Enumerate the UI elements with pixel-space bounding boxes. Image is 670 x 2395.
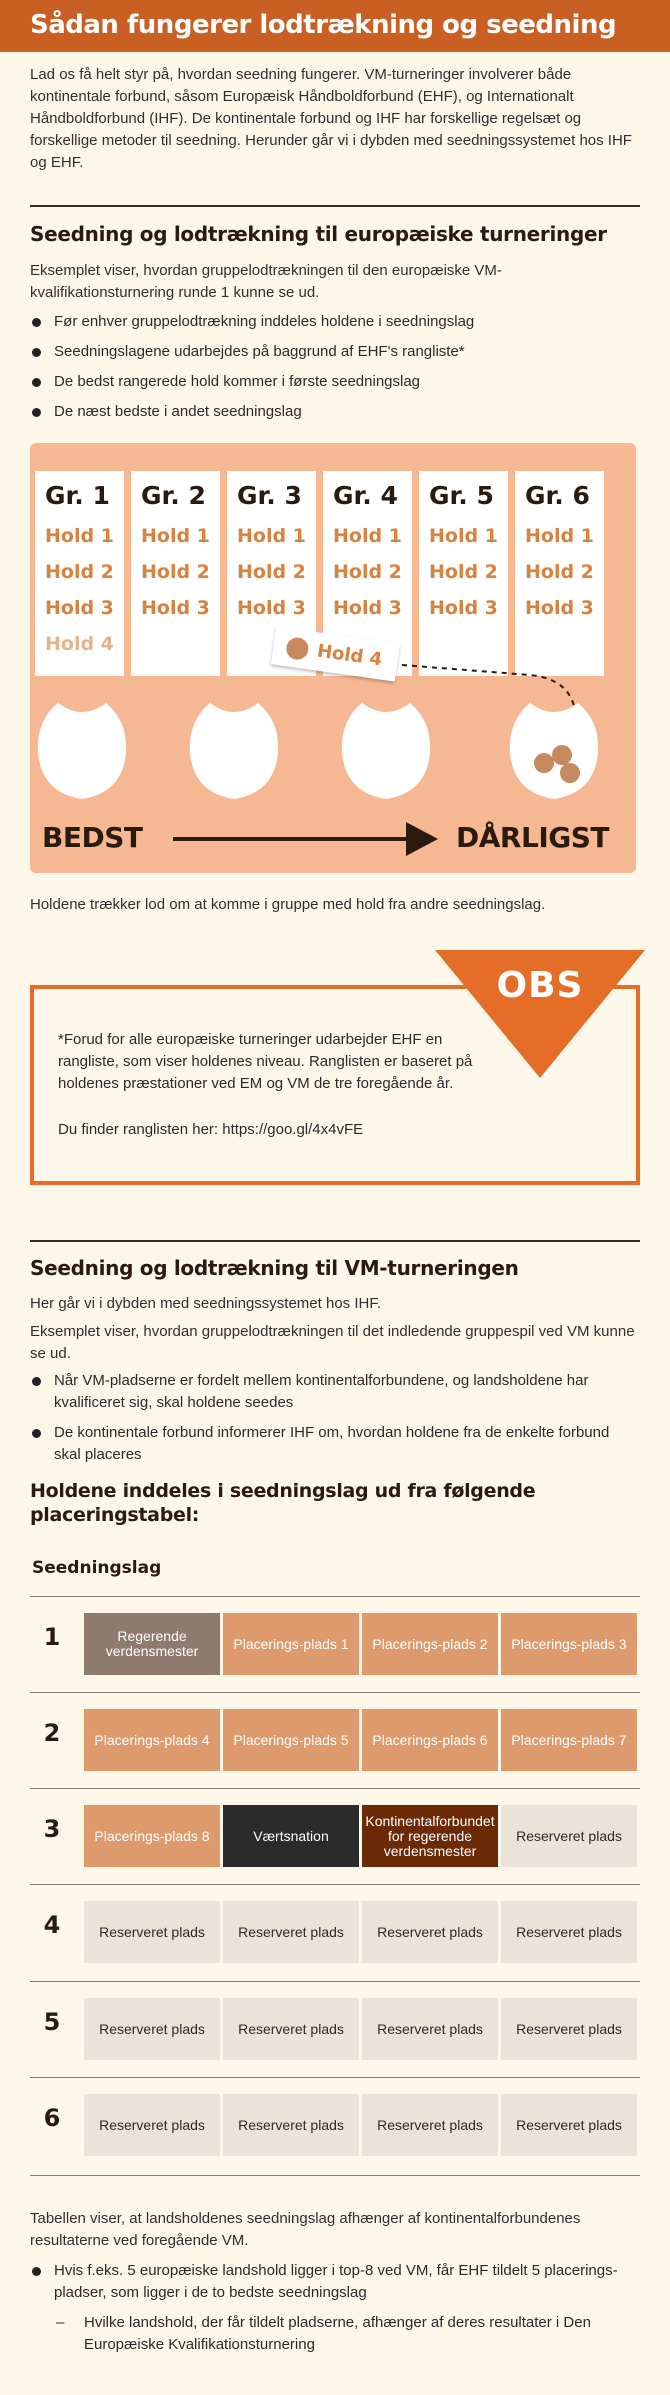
team-label: Hold 2 <box>141 561 210 583</box>
section2-p2: Eksemplet viser, hvordan gruppelodtrækningen til det indledende gruppespil ved VM kunne se ud. <box>30 1323 635 1362</box>
arrow-right-icon <box>406 822 438 856</box>
team-label: Hold 3 <box>429 597 498 619</box>
team-label: Hold 3 <box>45 597 114 619</box>
team-label: Hold 2 <box>237 561 306 583</box>
table-cell: Reserveret plads <box>223 2094 359 2156</box>
team-label: Hold 1 <box>525 525 594 547</box>
table-cell: Værtsnation <box>223 1805 359 1867</box>
row-divider <box>30 1788 640 1789</box>
team-label: Hold 2 <box>333 561 402 583</box>
group-title: Gr. 2 <box>141 481 206 510</box>
table-row <box>30 1613 640 1675</box>
table-cell: Placerings-plads 5 <box>223 1709 359 1771</box>
ball-icon <box>285 636 310 661</box>
row-number: 1 <box>43 1623 61 1651</box>
bowl-icon <box>188 701 280 801</box>
scale-best-label: BEDST <box>42 821 143 854</box>
table-cell: Reserveret plads <box>501 1901 637 1963</box>
team-label: Hold 3 <box>333 597 402 619</box>
table-cell: Placerings-plads 1 <box>223 1613 359 1675</box>
diagram-caption: Holdene trækker lod om at komme i gruppe med hold fra andre seedningslag. <box>30 896 546 913</box>
table-cell: Reserveret plads <box>501 1998 637 2060</box>
row-divider <box>30 2077 640 2078</box>
scale-worst-label: DÅRLIGST <box>456 821 609 854</box>
table-cell: Reserveret plads <box>501 2094 637 2156</box>
header-banner <box>0 0 670 52</box>
row-divider <box>30 2175 640 2176</box>
table-row <box>30 1901 640 1963</box>
row-number: 4 <box>43 1911 61 1939</box>
list-item: Når VM-pladserne er fordelt mellem kontinentalforbundene, og landsholdene har kvalificeret sig, skal holdene seedes <box>30 1370 640 1414</box>
table-cell: Placerings-plads 3 <box>501 1613 637 1675</box>
team-label: Hold 1 <box>45 525 114 547</box>
team-label: Hold 3 <box>141 597 210 619</box>
sub-list-item: – Hvilke landshold, der får tildelt pladserne, afhænger af deres resultater i Den Europæiske Kvalifikationsturnering <box>30 2312 640 2356</box>
group-title: Gr. 1 <box>45 481 110 510</box>
seed-table-heading: Seedningslag <box>32 1558 162 1578</box>
team-label: Hold 1 <box>429 525 498 547</box>
section1-intro: Eksemplet viser, hvordan gruppelodtrækningen til den europæiske VM-kvalifikationsturnering runde 1 kunne se ud. <box>30 262 502 301</box>
table-row <box>30 2094 640 2156</box>
note-text: *Forud for alle europæiske turneringer udarbejder EHF en rangliste, som viser holdenes niveau. Ranglisten er baseret på holdenes præstationer ved EM og VM de tre foregående år. <box>58 1031 473 1092</box>
section2-p1: Her går vi i dybden med seedningssystemet hos IHF. <box>30 1295 381 1312</box>
table-cell: Reserveret plads <box>223 1998 359 2060</box>
section2-bullets <box>30 1370 640 1474</box>
table-cell: Reserveret plads <box>362 1901 498 1963</box>
table-cell: Placerings-plads 4 <box>84 1709 220 1771</box>
team-label: Hold 2 <box>45 561 114 583</box>
row-divider <box>30 1884 640 1885</box>
team-label: Hold 3 <box>237 597 306 619</box>
obs-badge <box>435 950 645 1080</box>
row-divider <box>30 1596 640 1597</box>
bowl-with-balls-icon <box>508 701 600 801</box>
group-title: Gr. 3 <box>237 481 302 510</box>
list-item: Før enhver gruppelodtrækning inddeles holdene i seedningslag <box>30 311 640 333</box>
draw-diagram <box>30 443 636 873</box>
section1-title: Seedning og lodtrækning til europæiske turneringer <box>30 222 607 246</box>
group-title: Gr. 5 <box>429 481 494 510</box>
group-title: Gr. 6 <box>525 481 590 510</box>
table-row <box>30 1709 640 1771</box>
bowl-icon <box>340 701 432 801</box>
table-cell: Regerende verdensmester <box>84 1613 220 1675</box>
table-cell: Reserveret plads <box>223 1901 359 1963</box>
table-cell: Reserveret plads <box>501 1805 637 1867</box>
table-intro-heading: Holdene inddeles i seedningslag ud fra følgende placeringstabel: <box>30 1480 536 1526</box>
table-cell: Placerings-plads 6 <box>362 1709 498 1771</box>
team-label: Hold 2 <box>525 561 594 583</box>
row-divider <box>30 1981 640 1982</box>
list-item: De bedst rangerede hold kommer i første seedningslag <box>30 371 640 393</box>
list-item: De kontinentale forbund informerer IHF om, hvordan holdene fra de enkelte forbund skal placeres <box>30 1422 640 1466</box>
table-row <box>30 1805 640 1867</box>
page-title: Sådan fungerer lodtrækning og seedning <box>30 10 617 40</box>
row-number: 5 <box>43 2008 61 2036</box>
table-cell: Reserveret plads <box>84 1998 220 2060</box>
section-divider <box>30 205 640 207</box>
table-cell: Placerings-plads 2 <box>362 1613 498 1675</box>
team-label: Hold 1 <box>333 525 402 547</box>
team-label: Hold 2 <box>429 561 498 583</box>
intro-paragraph: Lad os få helt styr på, hvordan seedning fungerer. VM-turneringer involverer både kontinentale forbund, såsom Europæisk Håndboldforbund (EHF), og Internationalt Håndboldforbund (IHF). De kontinentale forbund og IHF har forskellige regelsæt og forskellige metoder til seedning. Herunder går vi i dybden med seedningssystemet hos IHF og EHF. <box>30 66 632 171</box>
team-label: Hold 1 <box>237 525 306 547</box>
table-cell: Kontinentalforbundet for regerende verdensmester <box>362 1805 498 1867</box>
drawn-team-label: Hold 4 <box>315 640 384 671</box>
row-number: 2 <box>43 1719 61 1747</box>
team-label: Hold 1 <box>141 525 210 547</box>
bowl-icon <box>36 701 128 801</box>
table-cell: Reserveret plads <box>84 2094 220 2156</box>
table-cell: Placerings-plads 8 <box>84 1805 220 1867</box>
table-row <box>30 1998 640 2060</box>
list-item: Seedningslagene udarbejdes på baggrund af EHF's rangliste* <box>30 341 640 363</box>
row-divider <box>30 1692 640 1693</box>
note-link-text[interactable]: Du finder ranglisten her: https://goo.gl/4x4vFE <box>58 1121 364 1138</box>
table-cell: Reserveret plads <box>362 1998 498 2060</box>
team-label: Hold 4 <box>45 633 114 655</box>
list-item: De næst bedste i andet seedningslag <box>30 401 640 423</box>
table-cell: Reserveret plads <box>84 1901 220 1963</box>
table-cell: Reserveret plads <box>362 2094 498 2156</box>
footer-bullets <box>30 2260 640 2364</box>
row-number: 6 <box>43 2104 61 2132</box>
scale-arrow-line <box>173 837 408 841</box>
footer-paragraph: Tabellen viser, at landsholdenes seedningslag afhænger af kontinentalforbundenes resultaterne ved foregående VM. <box>30 2210 581 2249</box>
list-item: Hvis f.eks. 5 europæiske landshold ligger i top-8 ved VM, får EHF tildelt 5 placerings-pladser, som ligger i de to bedste seedningslag <box>30 2260 640 2304</box>
team-label: Hold 3 <box>525 597 594 619</box>
table-cell: Placerings-plads 7 <box>501 1709 637 1771</box>
obs-label: OBS <box>496 965 584 1006</box>
section2-title: Seedning og lodtrækning til VM-turneringen <box>30 1256 519 1280</box>
section-divider <box>30 1240 640 1242</box>
row-number: 3 <box>43 1815 61 1843</box>
group-title: Gr. 4 <box>333 481 398 510</box>
section1-bullets <box>30 311 640 431</box>
